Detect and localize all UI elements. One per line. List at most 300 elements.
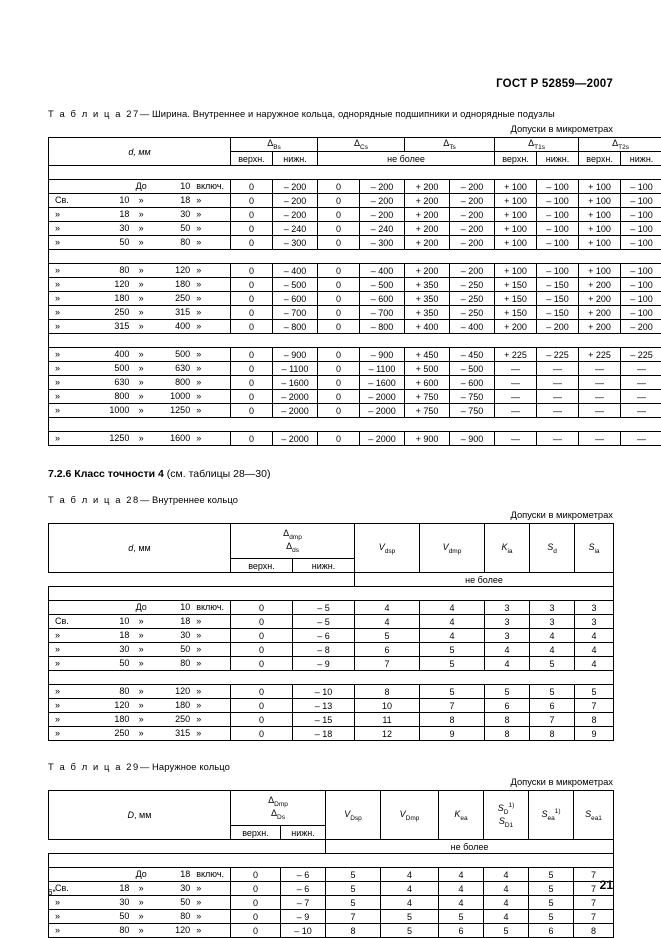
table27-cell: – 2000	[273, 404, 318, 418]
table27-cell: – 150	[537, 292, 579, 306]
table29-cell: – 6	[281, 882, 326, 896]
table27-cell: + 100	[579, 208, 621, 222]
table27-cell: + 150	[495, 292, 537, 306]
table27-cell: + 400	[405, 320, 450, 334]
table29-caption	[48, 761, 613, 772]
table28	[48, 523, 614, 741]
table27-cell: – 100	[621, 180, 661, 194]
table27-cell: – 250	[450, 306, 495, 320]
table28-cell: 4	[530, 629, 575, 643]
table29-dim-cell: До 18 включ.	[49, 868, 231, 882]
table29-cell: 6	[439, 924, 484, 938]
table27-cell: – 450	[450, 348, 495, 362]
table27-cell: + 150	[495, 306, 537, 320]
table27-cell: – 200	[360, 194, 405, 208]
table27-cell: – 100	[621, 222, 661, 236]
table28-cell: 0	[231, 601, 293, 615]
table27-cell: + 900	[405, 432, 450, 446]
table27-cell: – 150	[537, 278, 579, 292]
table27-cell: —	[537, 376, 579, 390]
table28-cell: 5	[420, 643, 485, 657]
table27-dim-cell: » 500 » 630 »	[49, 362, 231, 376]
table28-row	[49, 727, 614, 741]
table29-header-row-3	[49, 840, 614, 854]
table29-cell: 6	[529, 924, 574, 938]
table27-row	[49, 306, 661, 320]
table27-cell: – 900	[273, 348, 318, 362]
table27-dim-cell: » 18 » 30 »	[49, 208, 231, 222]
table27-cell: + 200	[405, 194, 450, 208]
table29-spacer	[49, 854, 614, 868]
table29-cell: 8	[326, 924, 381, 938]
table29-cell: 5	[326, 896, 381, 910]
table27-dim-cell: » 1250 » 1600 »	[49, 432, 231, 446]
table27-cell: + 100	[579, 222, 621, 236]
table28-dim-header: d, мм	[49, 524, 231, 573]
table27-cell: —	[495, 404, 537, 418]
table27-cell: – 800	[360, 320, 405, 334]
table28-cell: 3	[485, 629, 530, 643]
table27-cell: – 500	[273, 278, 318, 292]
table27-cell: – 1600	[360, 376, 405, 390]
table27-cell: – 2000	[273, 390, 318, 404]
table27-cell: + 350	[405, 278, 450, 292]
table28-cell: 0	[231, 685, 293, 699]
table27-cell: 0	[318, 320, 360, 334]
table27-cell: 0	[318, 236, 360, 250]
table27-cell: – 900	[360, 348, 405, 362]
table29-cell: 0	[231, 924, 281, 938]
table27-cell: —	[495, 390, 537, 404]
table29-cell: – 10	[281, 924, 326, 938]
table28-caption-label: Т а б л и ц а 28	[48, 494, 140, 505]
table27-group-T1s: $\Delta_{T1s}$	[495, 138, 579, 152]
table28-cell: 5	[420, 685, 485, 699]
table27-dim-cell: » 400 » 500 »	[49, 348, 231, 362]
table27-cell: – 2000	[360, 404, 405, 418]
table28-group-Sd: $S_d$	[530, 524, 575, 573]
table29-cell: 0	[231, 910, 281, 924]
section-number: 7.2.6	[48, 468, 71, 480]
table27-cell: 0	[318, 222, 360, 236]
table28-cell: 3	[575, 601, 614, 615]
table27-dim-cell: » 180 » 250 »	[49, 292, 231, 306]
table27-cell: – 800	[273, 320, 318, 334]
table28-cell: – 18	[293, 727, 355, 741]
table28-cell: 9	[575, 727, 614, 741]
table29-sub-неболее: не более	[326, 840, 614, 854]
table27-cell: – 700	[360, 306, 405, 320]
table28-cell: 10	[355, 699, 420, 713]
table27-cell: – 100	[537, 194, 579, 208]
table27-cell: – 100	[537, 264, 579, 278]
table27-dim-cell: » 250 » 315 »	[49, 306, 231, 320]
table27-cell: + 200	[405, 236, 450, 250]
table27-dim-cell: » 80 » 120 »	[49, 264, 231, 278]
table27-cell: – 2000	[360, 390, 405, 404]
table29-dim-cell: Св. 18 » 30 »	[49, 882, 231, 896]
table27-cell: 0	[318, 292, 360, 306]
table27-cell: —	[621, 376, 661, 390]
table27-cell: —	[579, 404, 621, 418]
table29-cell: 8	[574, 924, 614, 938]
section-heading	[48, 468, 613, 480]
table27-cell: 0	[231, 306, 273, 320]
table28-cell: 4	[420, 601, 485, 615]
table28-row	[49, 713, 614, 727]
table29-cell: 4	[381, 868, 439, 882]
table28-cell: 8	[485, 727, 530, 741]
table27-cell: – 200	[450, 208, 495, 222]
table27-cell: 0	[231, 180, 273, 194]
table27-cell: – 700	[273, 306, 318, 320]
table28-cell: 6	[485, 699, 530, 713]
table27-cell: + 100	[495, 264, 537, 278]
table27-cell: + 100	[579, 264, 621, 278]
table28-sub-нижн: нижн.	[293, 559, 355, 573]
table27-cell: 0	[231, 390, 273, 404]
table28-cell: 12	[355, 727, 420, 741]
table29-caption-text: — Наружное кольцо	[140, 761, 230, 772]
table28-dim-cell: » 50 » 80 »	[49, 657, 231, 671]
table27-sub-верхн-2: верхн.	[495, 152, 537, 166]
table28-row	[49, 657, 614, 671]
table27-row	[49, 404, 661, 418]
table28-dim-cell: » 18 » 30 »	[49, 629, 231, 643]
table27-cell: + 600	[405, 376, 450, 390]
table27-cell: + 200	[405, 222, 450, 236]
table27-cell: 0	[318, 348, 360, 362]
table28-caption-text: — Внутреннее кольцо	[140, 494, 238, 505]
table27-row	[49, 222, 661, 236]
table28-cell: 5	[530, 685, 575, 699]
table29-group-Dmp-Ds: $\Delta_{Dmp}$ $\Delta_{Ds}$	[231, 791, 326, 826]
table27-cell: – 100	[621, 306, 661, 320]
table27-dim-cell: » 30 » 50 »	[49, 222, 231, 236]
table27-cell: – 100	[621, 292, 661, 306]
table28-cell: 8	[355, 685, 420, 699]
table27-cell: + 225	[495, 348, 537, 362]
table28-cell: 3	[530, 615, 575, 629]
table27-cell: —	[495, 376, 537, 390]
table27-cell: 0	[231, 278, 273, 292]
table27-sub-нижн-3: нижн.	[621, 152, 661, 166]
footer-mark: 6*	[48, 888, 56, 897]
table28-cell: 11	[355, 713, 420, 727]
table27-cell: —	[495, 432, 537, 446]
table28-cell: 4	[355, 601, 420, 615]
table28-cell: 4	[420, 615, 485, 629]
table28-cell: 3	[530, 601, 575, 615]
table27-cell: – 200	[273, 208, 318, 222]
table28-cell: 5	[485, 685, 530, 699]
table27-cell: – 300	[360, 236, 405, 250]
table27-cell: – 100	[621, 194, 661, 208]
table27-cell: + 200	[579, 278, 621, 292]
table28-cell: 0	[231, 643, 293, 657]
table28-cell: 9	[420, 727, 485, 741]
table27-cell: – 750	[450, 404, 495, 418]
table27-cell: + 500	[405, 362, 450, 376]
table27-cell: + 200	[405, 264, 450, 278]
table27-caption-label: Т а б л и ц а 27	[48, 108, 140, 119]
table28-group-Vdsp: $V_{dsp}$	[355, 524, 420, 573]
table28-cell: – 13	[293, 699, 355, 713]
table28-dim-cell: » 180 » 250 »	[49, 713, 231, 727]
table28-spacer	[49, 671, 614, 685]
table27-cell: —	[537, 404, 579, 418]
table29-sub-нижн: нижн.	[281, 826, 326, 840]
table27-cell: – 1100	[273, 362, 318, 376]
table27-cell: 0	[231, 348, 273, 362]
table27-cell: – 240	[273, 222, 318, 236]
table27-cell: – 1600	[273, 376, 318, 390]
table28-caption	[48, 494, 613, 505]
table27	[48, 137, 661, 446]
table27-dim-cell: » 630 » 800 »	[49, 376, 231, 390]
table27-row	[49, 432, 661, 446]
table27-cell: + 100	[495, 180, 537, 194]
table28-row	[49, 699, 614, 713]
table27-row	[49, 236, 661, 250]
table28-cell: – 10	[293, 685, 355, 699]
table29-cell: 4	[484, 882, 529, 896]
table27-cell: 0	[318, 208, 360, 222]
table28-cell: 7	[575, 699, 614, 713]
table27-cell: – 600	[273, 292, 318, 306]
table28-cell: 8	[485, 713, 530, 727]
table29-cell: 5	[381, 924, 439, 938]
table27-cell: – 200	[450, 236, 495, 250]
table29-cell: – 6	[281, 868, 326, 882]
table27-cell: + 450	[405, 348, 450, 362]
table27-cell: + 100	[579, 194, 621, 208]
table27-cell: – 240	[360, 222, 405, 236]
table29-group-Kea: $K_{ea}$	[439, 791, 484, 840]
table28-cell: – 8	[293, 643, 355, 657]
section-title-text: Класс точности 4	[74, 468, 164, 480]
table27-cell: + 150	[495, 278, 537, 292]
table29-cell: 5	[439, 910, 484, 924]
table29-cell: 4	[381, 882, 439, 896]
table27-cell: – 200	[621, 320, 661, 334]
table27-cell: – 900	[450, 432, 495, 446]
table27-cell: + 750	[405, 390, 450, 404]
table27-cell: – 250	[450, 292, 495, 306]
table27-cell: 0	[231, 376, 273, 390]
table28-row	[49, 685, 614, 699]
table29-dim-cell: » 30 » 50 »	[49, 896, 231, 910]
table28-cell: 0	[231, 629, 293, 643]
table27-cell: 0	[231, 236, 273, 250]
table27-cell: – 100	[537, 180, 579, 194]
table27-cell: 0	[318, 306, 360, 320]
table28-group-Kia: $K_{ia}$	[485, 524, 530, 573]
table27-cell: + 100	[495, 236, 537, 250]
table27-cell: + 200	[405, 208, 450, 222]
table28-cell: 5	[575, 685, 614, 699]
table27-cell: – 100	[537, 236, 579, 250]
table29-cell: 5	[484, 924, 529, 938]
table28-cell: 4	[575, 643, 614, 657]
table27-cell: + 200	[579, 306, 621, 320]
standard-header: ГОСТ Р 52859—2007	[496, 78, 613, 90]
table27-cell: + 100	[495, 194, 537, 208]
table28-spacer	[49, 587, 614, 601]
table29-row	[49, 868, 614, 882]
table28-cell: 3	[575, 615, 614, 629]
table27-cell: – 2000	[273, 432, 318, 446]
table29-row	[49, 882, 614, 896]
table27-cell: – 600	[360, 292, 405, 306]
table27-cell: 0	[318, 390, 360, 404]
table27-cell: + 225	[579, 348, 621, 362]
table27-spacer	[49, 334, 661, 348]
table27-cell: – 200	[360, 180, 405, 194]
table28-cell: 0	[231, 657, 293, 671]
page-content	[48, 108, 613, 938]
table27-row	[49, 278, 661, 292]
table28-cell: 5	[530, 657, 575, 671]
table27-cell: + 200	[405, 180, 450, 194]
table27-cell: – 100	[621, 264, 661, 278]
table27-cell: —	[621, 432, 661, 446]
table27-group-T2s: $\Delta_{T2s}$	[579, 138, 661, 152]
table27-cell: —	[621, 362, 661, 376]
table27-cell: 0	[231, 222, 273, 236]
table28-cell: 4	[355, 615, 420, 629]
table28-sub-неболее: не более	[355, 573, 614, 587]
table27-cell: – 200	[450, 264, 495, 278]
table27-cell: – 200	[450, 180, 495, 194]
table28-row	[49, 643, 614, 657]
table27-cell: + 350	[405, 306, 450, 320]
table27-cell: —	[579, 432, 621, 446]
table27-cell: – 250	[450, 278, 495, 292]
table29-header-row-1	[49, 791, 614, 826]
table27-row	[49, 264, 661, 278]
section-note: (см. таблицы 28—30)	[167, 468, 271, 480]
table28-dim-cell: » 120 » 180 »	[49, 699, 231, 713]
table28-cell: – 5	[293, 601, 355, 615]
table27-cell: —	[621, 390, 661, 404]
table27-sub-верхн-1: верхн.	[231, 152, 273, 166]
table29-cell: 0	[231, 868, 281, 882]
table29-group-SD-SD1: $S_D^{1)}$ $S_{D1}$	[484, 791, 529, 840]
table27-cell: – 100	[621, 278, 661, 292]
table27-cell: —	[537, 432, 579, 446]
table29-cell: – 9	[281, 910, 326, 924]
table27-cell: – 150	[537, 306, 579, 320]
table27-cell: 0	[318, 180, 360, 194]
table28-cell: 8	[575, 713, 614, 727]
table29-cell: 5	[326, 868, 381, 882]
table27-row	[49, 348, 661, 362]
table27-group-Ts: $\Delta_{Ts}$	[405, 138, 495, 152]
table27-sub-нижн-1: нижн.	[273, 152, 318, 166]
table27-cell: 0	[231, 404, 273, 418]
table29-dim-cell: » 50 » 80 »	[49, 910, 231, 924]
table27-cell: – 100	[621, 236, 661, 250]
table27-row	[49, 320, 661, 334]
table28-cell: 0	[231, 727, 293, 741]
table27-cell: – 225	[537, 348, 579, 362]
table28-cell: 4	[485, 657, 530, 671]
table27-caption-text: — Ширина. Внутреннее и наружное кольца, однорядные подшипники и однорядные подузлы	[140, 108, 555, 119]
table29-cell: 7	[574, 896, 614, 910]
table27-group-Cs: $\Delta_{Cs}$	[318, 138, 405, 152]
table27-cell: —	[537, 390, 579, 404]
table27-dim-cell: » 315 » 400 »	[49, 320, 231, 334]
table27-cell: 0	[318, 264, 360, 278]
table28-cell: 6	[355, 643, 420, 657]
table27-cell: – 500	[450, 362, 495, 376]
table28-cell: 7	[530, 713, 575, 727]
table29-dim-cell: » 80 » 120 »	[49, 924, 231, 938]
table27-cell: + 200	[579, 320, 621, 334]
table29-group-VDsp: $V_{Dsp}$	[326, 791, 381, 840]
table29-cell: 4	[439, 868, 484, 882]
table27-cell: —	[579, 376, 621, 390]
table27-cell: 0	[231, 264, 273, 278]
table27-cell: + 200	[579, 292, 621, 306]
table27-cell: – 400	[450, 320, 495, 334]
table27-cell: 0	[231, 320, 273, 334]
table29-row	[49, 896, 614, 910]
table27-cell: 0	[318, 404, 360, 418]
table27-dim-cell: » 50 » 80 »	[49, 236, 231, 250]
table29	[48, 790, 614, 938]
table27-sub-неболее: не более	[318, 152, 495, 166]
table28-header-row-1	[49, 524, 614, 559]
table29-cell: – 7	[281, 896, 326, 910]
table29-cell: 4	[484, 868, 529, 882]
table27-cell: – 100	[537, 208, 579, 222]
table28-row	[49, 629, 614, 643]
table29-cell: 5	[326, 882, 381, 896]
table29-units-note: Допуски в микрометрах	[48, 776, 613, 787]
table29-row	[49, 924, 614, 938]
table27-cell: – 750	[450, 390, 495, 404]
table27-cell: 0	[318, 362, 360, 376]
table27-cell: – 100	[621, 208, 661, 222]
table27-cell: —	[495, 362, 537, 376]
table29-sub-верхн: верхн.	[231, 826, 281, 840]
table27-group-Bs: $\Delta_{Bs}$	[231, 138, 318, 152]
table28-cell: 3	[485, 615, 530, 629]
table27-cell: 0	[318, 376, 360, 390]
page-number: 21	[600, 878, 613, 892]
table27-cell: – 200	[450, 222, 495, 236]
table27-cell: 0	[231, 432, 273, 446]
table28-dim-cell: Св. 10 » 18 »	[49, 615, 231, 629]
table28-dim-cell: » 30 » 50 »	[49, 643, 231, 657]
table27-cell: – 500	[360, 278, 405, 292]
table27-row	[49, 180, 661, 194]
table27-row	[49, 362, 661, 376]
table29-cell: 7	[326, 910, 381, 924]
table29-group-Sea1: $S_{ea1}$	[574, 791, 614, 840]
table28-cell: – 5	[293, 615, 355, 629]
table29-cell: 5	[381, 910, 439, 924]
table27-dim-header-text: d, мм	[128, 147, 150, 157]
table27-header-row-1	[49, 138, 661, 152]
table28-row	[49, 615, 614, 629]
table29-cell: 4	[484, 910, 529, 924]
table27-spacer	[49, 418, 661, 432]
table29-cell: 7	[574, 868, 614, 882]
table27-cell: + 750	[405, 404, 450, 418]
